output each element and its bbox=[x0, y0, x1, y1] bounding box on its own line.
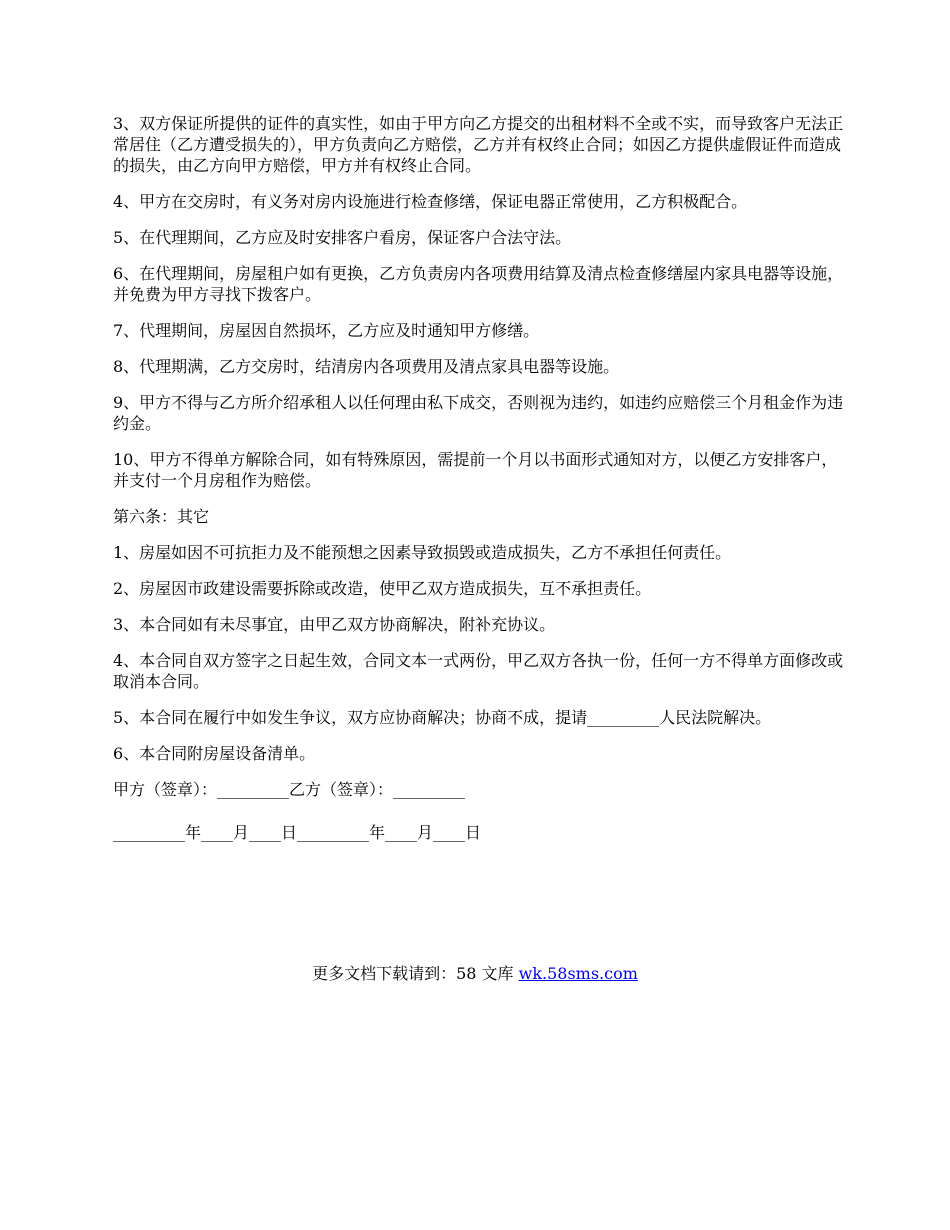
date-line: _________年____月____日_________年____月____日 bbox=[113, 823, 482, 842]
document-body bbox=[113, 113, 848, 865]
footer-prefix: 更多文档下载请到：58 文库 bbox=[312, 964, 519, 983]
footer-link[interactable]: wk.58sms.com bbox=[518, 964, 638, 983]
article-6-clause-2: 2、房屋因市政建设需要拆除或改造，使甲乙双方造成损失，互不承担责任。 bbox=[113, 579, 652, 598]
clause-10-termination: 10、甲方不得单方解除合同，如有特殊原因，需提前一个月以书面形式通知对方，以便乙方安排客户，并支付一个月房租作为赔偿。 bbox=[113, 450, 838, 490]
clause-8-term-expiry: 8、代理期满，乙方交房时，结清房内各项费用及清点家具电器等设施。 bbox=[113, 357, 620, 376]
article-6-clause-3: 3、本合同如有未尽事宜，由甲乙双方协商解决，附补充协议。 bbox=[113, 615, 556, 634]
article-6-heading: 第六条：其它 bbox=[113, 507, 210, 526]
clause-5-viewings: 5、在代理期间，乙方应及时安排客户看房，保证客户合法守法。 bbox=[113, 228, 572, 247]
article-6-clause-4: 4、本合同自双方签字之日起生效，合同文本一式两份，甲乙双方各执一份，任何一方不得单方面修改或取消本合同。 bbox=[113, 651, 844, 691]
clause-9-private-deal: 9、甲方不得与乙方所介绍承租人以任何理由私下成交，否则视为违约，如违约应赔偿三个月租金作为违约金。 bbox=[113, 393, 844, 433]
clause-4-handover-inspection: 4、甲方在交房时，有义务对房内设施进行检查修缮，保证电器正常使用，乙方积极配合。 bbox=[113, 192, 748, 211]
article-6-clause-6: 6、本合同附房屋设备清单。 bbox=[113, 744, 316, 763]
article-6-clause-1: 1、房屋如因不可抗拒力及不能预想之因素导致损毁或造成损失，乙方不承担任何责任。 bbox=[113, 543, 732, 562]
signature-line: 甲方（签章）：_________乙方（签章）：_________ bbox=[113, 780, 466, 799]
clause-3-authenticity: 3、双方保证所提供的证件的真实性，如由于甲方向乙方提交的出租材料不全或不实，而导致客户无法正常居住（乙方遭受损失的），甲方负责向乙方赔偿，乙方并有权终止合同；如因乙方提供虚假证件而造成的损失，由乙方向甲方赔偿，甲方并有权终止合同。 bbox=[113, 114, 844, 175]
clause-7-natural-damage: 7、代理期间，房屋因自然损坏，乙方应及时通知甲方修缮。 bbox=[113, 321, 540, 340]
clause-6-tenant-change: 6、在代理期间，房屋租户如有更换，乙方负责房内各项费用结算及清点检查修缮屋内家具电器等设施，并免费为甲方寻找下拨客户。 bbox=[113, 264, 844, 304]
article-6-clause-5: 5、本合同在履行中如发生争议，双方应协商解决；协商不成，提请_________人民法院解决。 bbox=[113, 708, 772, 727]
footer-download-note bbox=[0, 963, 950, 984]
